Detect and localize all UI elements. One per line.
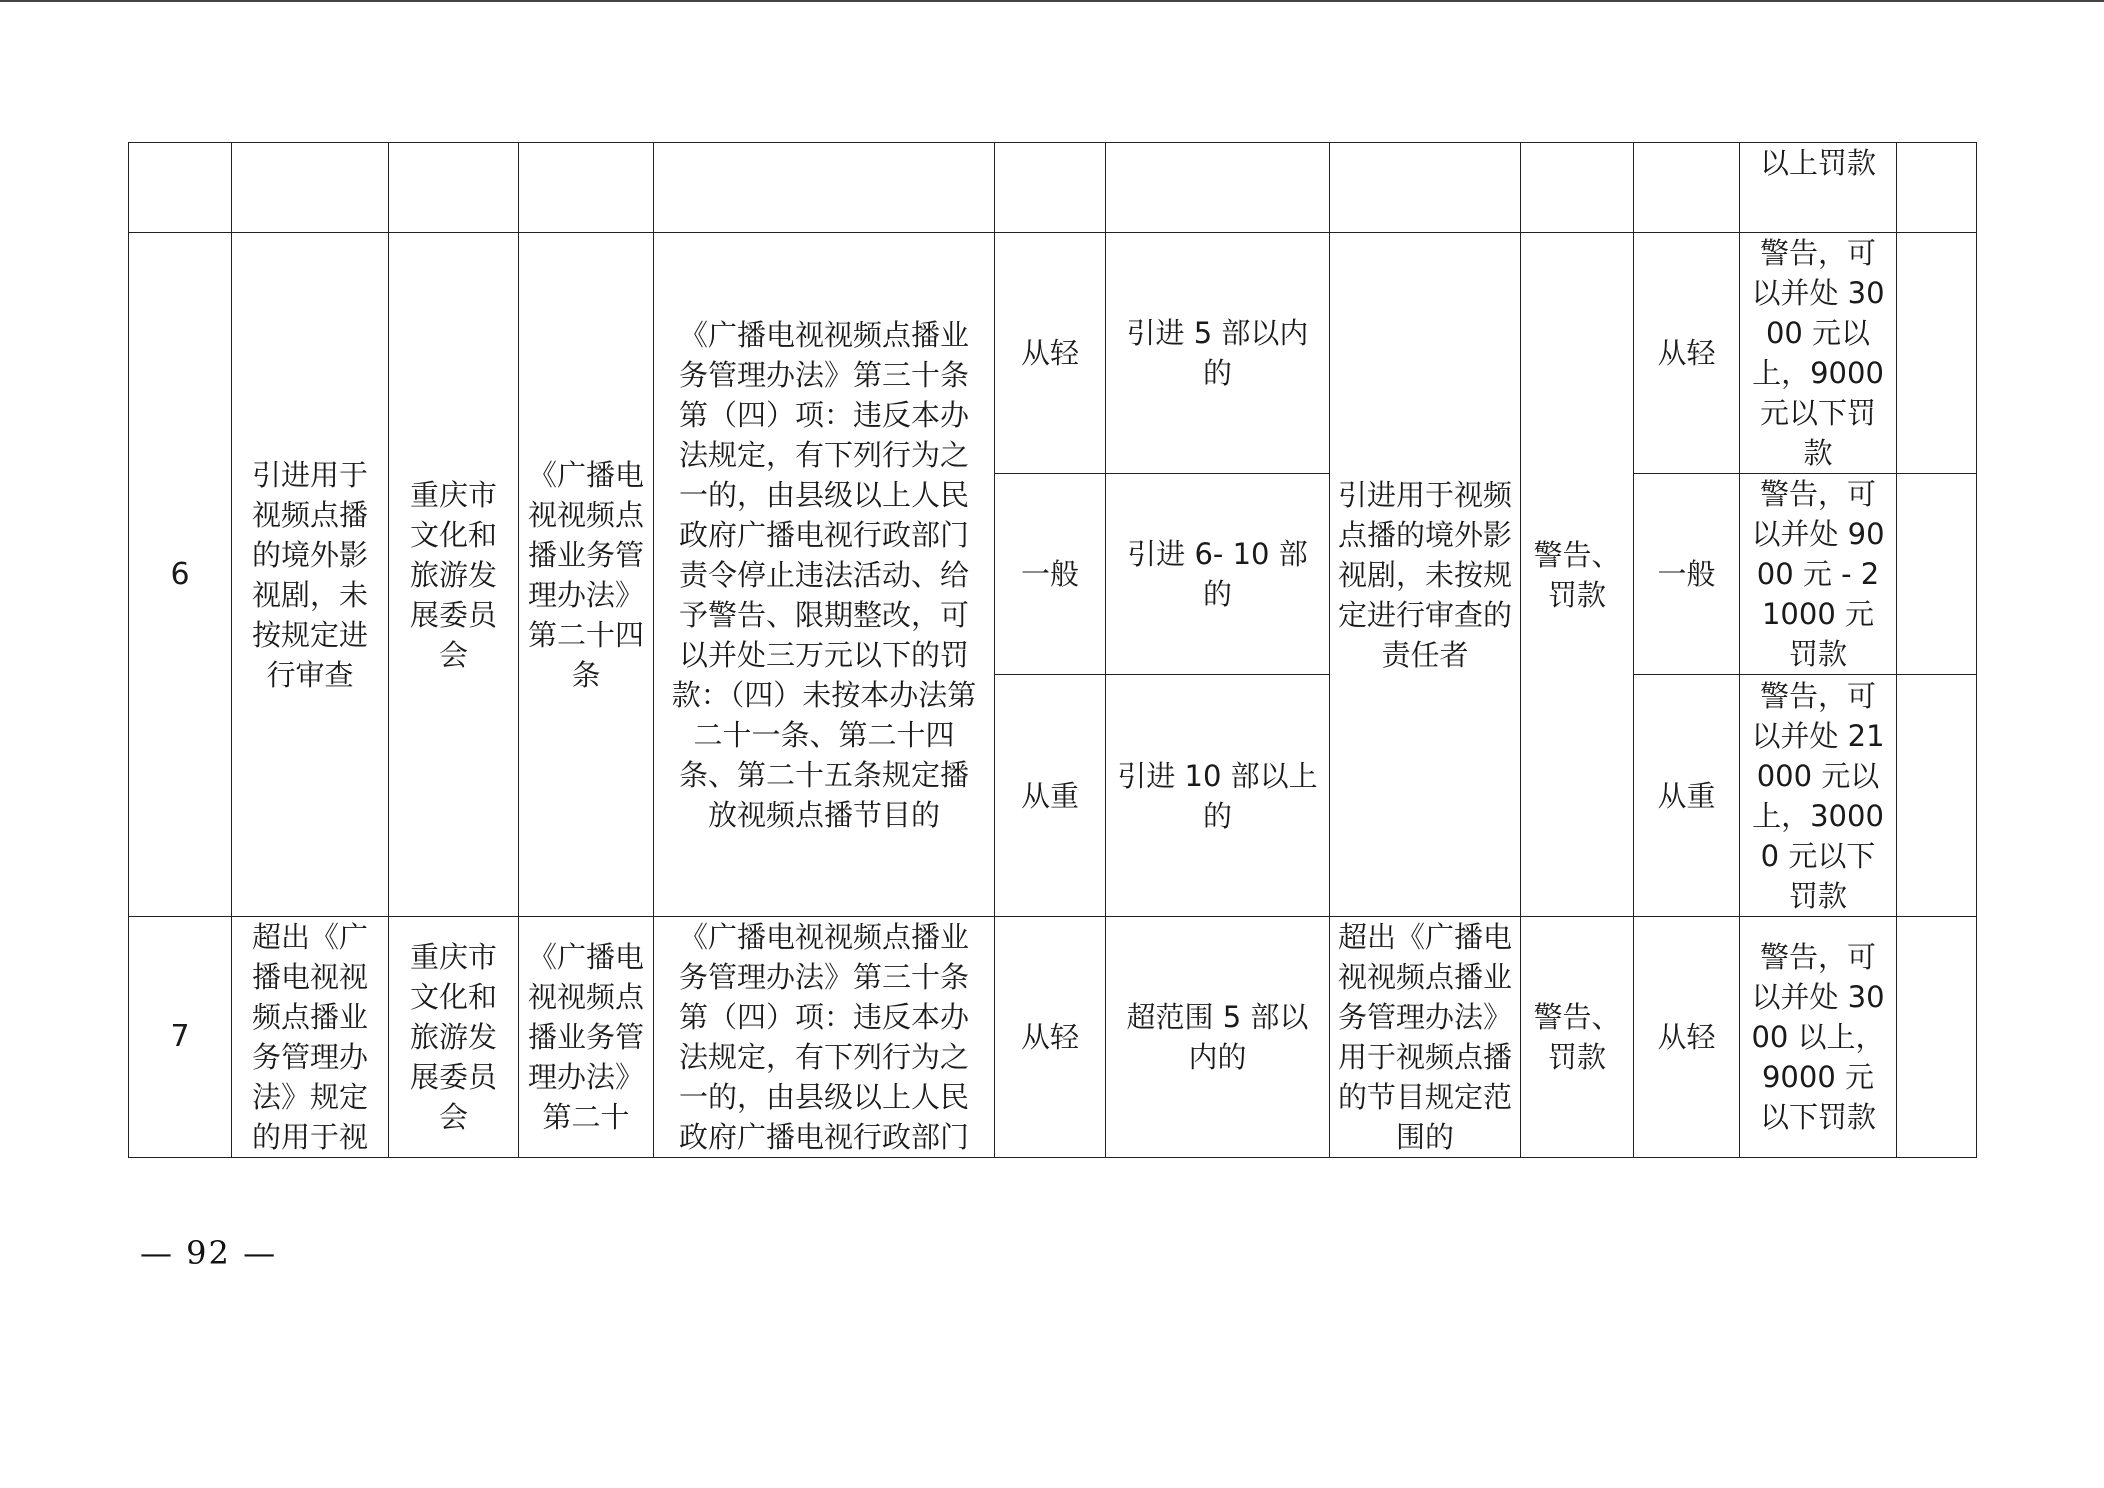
cell-penalty-carryover xyxy=(1740,143,1897,233)
cell-penalty-standard xyxy=(1740,675,1897,917)
cell-discretion-level xyxy=(995,675,1106,917)
cell-enforcement-org xyxy=(389,233,519,917)
penalty-grade-text: 一般 xyxy=(1657,557,1716,591)
circumstance-text: 引进 6- 10 部的 xyxy=(1127,537,1308,611)
cell-penalty-basis xyxy=(654,917,995,1158)
legal-provision-text: 《广播电视视频点播业务管理办法》第二十四条 xyxy=(527,457,644,692)
cell-discretion-level xyxy=(995,917,1106,1158)
penalty-standard-text: 警告，可以并处 21000 元以上，30000 元以下罚款 xyxy=(1751,678,1885,913)
violation-item-text: 超出《广播电视视频点播业务管理办法》规定的用于视 xyxy=(251,920,368,1154)
top-border-line xyxy=(0,0,2104,2)
cell-circumstance xyxy=(1106,675,1330,917)
cell-penalty-standard xyxy=(1740,917,1897,1158)
cell-legal-provision xyxy=(519,233,654,917)
cell-remarks xyxy=(1897,917,1977,1158)
penalty-grade-text: 从轻 xyxy=(1657,1020,1716,1054)
cell-penalty-standard xyxy=(1740,233,1897,474)
cell-penalty-grade xyxy=(1634,675,1740,917)
page-number: — 92 — xyxy=(140,1234,278,1272)
discretion-level-text: 一般 xyxy=(1020,557,1079,591)
cell-penalty-type xyxy=(1521,233,1634,917)
circumstance-text: 超范围 5 部以内的 xyxy=(1126,1000,1309,1074)
responsible-subject-text: 超出《广播电视视频点播业务管理办法》用于视频点播的节目规定范围的 xyxy=(1338,920,1513,1154)
cell-penalty-standard xyxy=(1740,474,1897,675)
cell-empty xyxy=(519,143,654,233)
cell-legal-provision xyxy=(519,917,654,1158)
responsible-subject-text: 引进用于视频点播的境外影视剧，未按规定进行审查的责任者 xyxy=(1338,477,1513,672)
cell-responsible-subject xyxy=(1330,917,1521,1158)
enforcement-org-text: 重庆市文化和旅游发展委员会 xyxy=(409,477,497,672)
cell-discretion-level xyxy=(995,474,1106,675)
cell-remarks xyxy=(1897,143,1977,233)
cell-empty xyxy=(1634,143,1740,233)
cell-circumstance xyxy=(1106,233,1330,474)
cell-empty xyxy=(995,143,1106,233)
violation-item-text: 引进用于视频点播的境外影视剧，未按规定进行审查 xyxy=(251,457,368,692)
cell-responsible-subject xyxy=(1330,233,1521,917)
discretion-level-text: 从轻 xyxy=(1020,336,1079,370)
penalty-grade-text: 从轻 xyxy=(1657,336,1716,370)
penalty-basis-text: 《广播电视视频点播业务管理办法》第三十条第（四）项：违反本办法规定，有下列行为之一的，由县级以上人民政府广播电视行政部门 xyxy=(678,920,969,1154)
cell-penalty-grade xyxy=(1634,917,1740,1158)
discretion-level-text: 从重 xyxy=(1020,778,1079,813)
cell-empty xyxy=(1106,143,1330,233)
cell-empty xyxy=(232,143,389,233)
legal-provision-text: 《广播电视视频点播业务管理办法》第二十 xyxy=(527,940,644,1134)
cell-remarks xyxy=(1897,675,1977,917)
cell-empty xyxy=(654,143,995,233)
cell-violation-item xyxy=(232,233,389,917)
penalty-basis-text: 《广播电视视频点播业务管理办法》第三十条第（四）项：违反本办法规定，有下列行为之一的，由县级以上人民政府广播电视行政部门责令停止违法活动、给予警告、限期整改，可以并处三万元以下的罚款：（四）未按本办法第二十一条、第二十四条、第二十五条规定播放视频点播节目的 xyxy=(671,317,977,832)
cell-circumstance xyxy=(1106,474,1330,675)
cell-empty xyxy=(1521,143,1634,233)
enforcement-org-text: 重庆市文化和旅游发展委员会 xyxy=(409,940,497,1134)
cell-penalty-type xyxy=(1521,917,1634,1158)
table-row-carryover xyxy=(129,143,1977,233)
cell-penalty-grade xyxy=(1634,233,1740,474)
penalty-text: 以上罚款 xyxy=(1759,146,1876,180)
circumstance-text: 引进 10 部以上的 xyxy=(1117,758,1318,833)
penalty-type-text: 警告、罚款 xyxy=(1533,537,1621,612)
discretion-level-text: 从轻 xyxy=(1020,1020,1079,1054)
cell-discretion-level xyxy=(995,233,1106,474)
penalty-standard-text: 警告，可以并处 3000 以上，9000 元以下罚款 xyxy=(1751,940,1885,1134)
cell-penalty-basis xyxy=(654,233,995,917)
penalty-standard-table xyxy=(128,142,1977,1158)
penalty-standard-text: 警告，可以并处 3000 元以上，9000 元以下罚款 xyxy=(1751,236,1885,470)
cell-empty xyxy=(1330,143,1521,233)
cell-remarks xyxy=(1897,474,1977,675)
table-row xyxy=(129,917,1977,1158)
cell-seq-number xyxy=(129,233,232,917)
penalty-type-text: 警告、罚款 xyxy=(1533,1000,1621,1074)
circumstance-text: 引进 5 部以内的 xyxy=(1126,316,1309,390)
penalty-grade-text: 从重 xyxy=(1657,778,1716,813)
cell-violation-item xyxy=(232,917,389,1158)
seq-number: 7 xyxy=(170,1019,190,1054)
cell-seq-number xyxy=(129,917,232,1158)
cell-penalty-grade xyxy=(1634,474,1740,675)
cell-empty xyxy=(129,143,232,233)
penalty-standard-text: 警告，可以并处 9000 元 - 21000 元罚款 xyxy=(1751,477,1885,671)
cell-enforcement-org xyxy=(389,917,519,1158)
seq-number: 6 xyxy=(170,556,190,592)
table-row xyxy=(129,233,1977,474)
cell-circumstance xyxy=(1106,917,1330,1158)
cell-empty xyxy=(389,143,519,233)
cell-remarks xyxy=(1897,233,1977,474)
